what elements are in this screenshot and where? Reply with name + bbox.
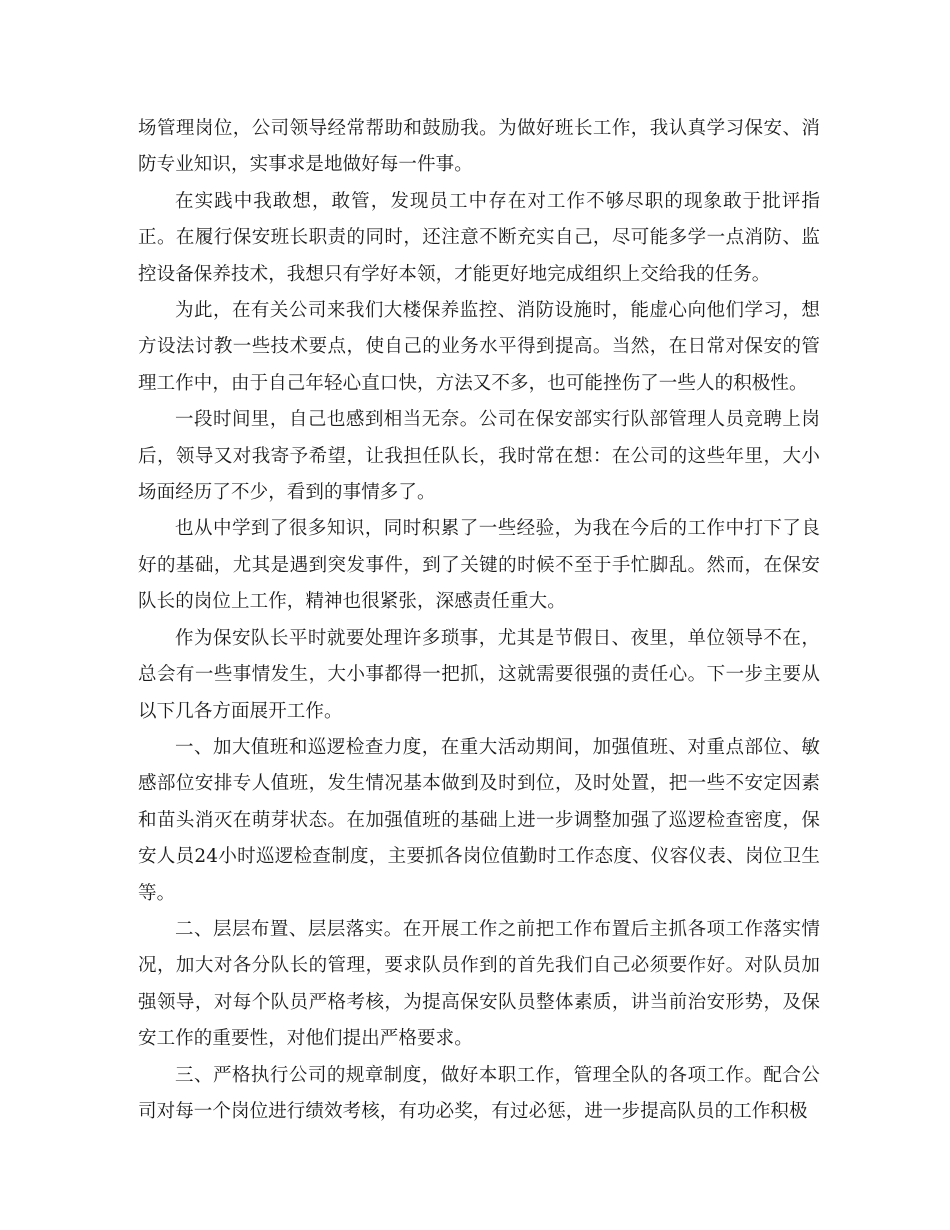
paragraph: 场管理岗位，公司领导经常帮助和鼓励我。为做好班长工作，我认真学习保安、消防专业知识，实事求是地做好每一件事。 [138,118,820,176]
paragraph: 为此，在有关公司来我们大楼保养监控、消防设施时，能虚心向他们学习，想方设法讨教一些技术要点，使自己的业务水平得到提高。当然，在日常对保安的管理工作中，由于自己年轻心直口快，方法又不多，也可能挫伤了一些人的积极性。 [138,300,820,394]
paragraph: 一段时间里，自己也感到相当无奈。公司在保安部实行队部管理人员竞聘上岗后，领导又对我寄予希望，让我担任队长，我时常在想：在公司的这些年里，大小场面经历了不少，看到的事情多了。 [138,409,820,504]
paragraph: 二、层层布置、层层落实。在开展工作之前把工作布置后主抓各项工作落实情况，加大对各分队长的管理，要求队员作到的首先我们自己必须要作好。对队员加强领导，对每个队员严格考核，为提高保安队员整体素质，讲当前治安形势，及保安工作的重要性，对他们提出严格要求。 [138,918,820,1050]
paragraph: 一、加大值班和巡逻检查力度，在重大活动期间，加强值班、对重点部位、敏感部位安排专人值班，发生情况基本做到及时到位，及时处置，把一些不安定因素和苗头消灭在萌芽状态。在加强值班的基础上进一步调整加强了巡逻检查密度，保安人员24小时巡逻检查制度，主要抓各岗位值勤时工作态度、仪容仪表、岗位卫生等。 [138,736,820,904]
paragraph: 三、严格执行公司的规章制度，做好本职工作，管理全队的各项工作。配合公司对每一个岗位进行绩效考核，有功必奖，有过必惩，进一步提高队员的工作积极 [138,1064,820,1122]
paragraph: 也从中学到了很多知识，同时积累了一些经验，为我在今后的工作中打下了良好的基础，尤其是遇到突发事件，到了关键的时候不至于手忙脚乱。然而，在保安队长的岗位上工作，精神也很紧张，深感责任重大。 [138,518,820,613]
paragraph: 在实践中我敢想，敢管，发现员工中存在对工作不够尽职的现象敢于批评指正。在履行保安班长职责的同时，还注意不断充实自己，尽可能多学一点消防、监控设备保养技术，我想只有学好本领，才能更好地完成组织上交给我的任务。 [138,190,820,285]
paragraph: 作为保安队长平时就要处理许多琐事，尤其是节假日、夜里，单位领导不在，总会有一些事情发生，大小事都得一把抓，这就需要很强的责任心。下一步主要从以下几各方面展开工作。 [138,627,820,722]
document-body [138,111,820,1130]
